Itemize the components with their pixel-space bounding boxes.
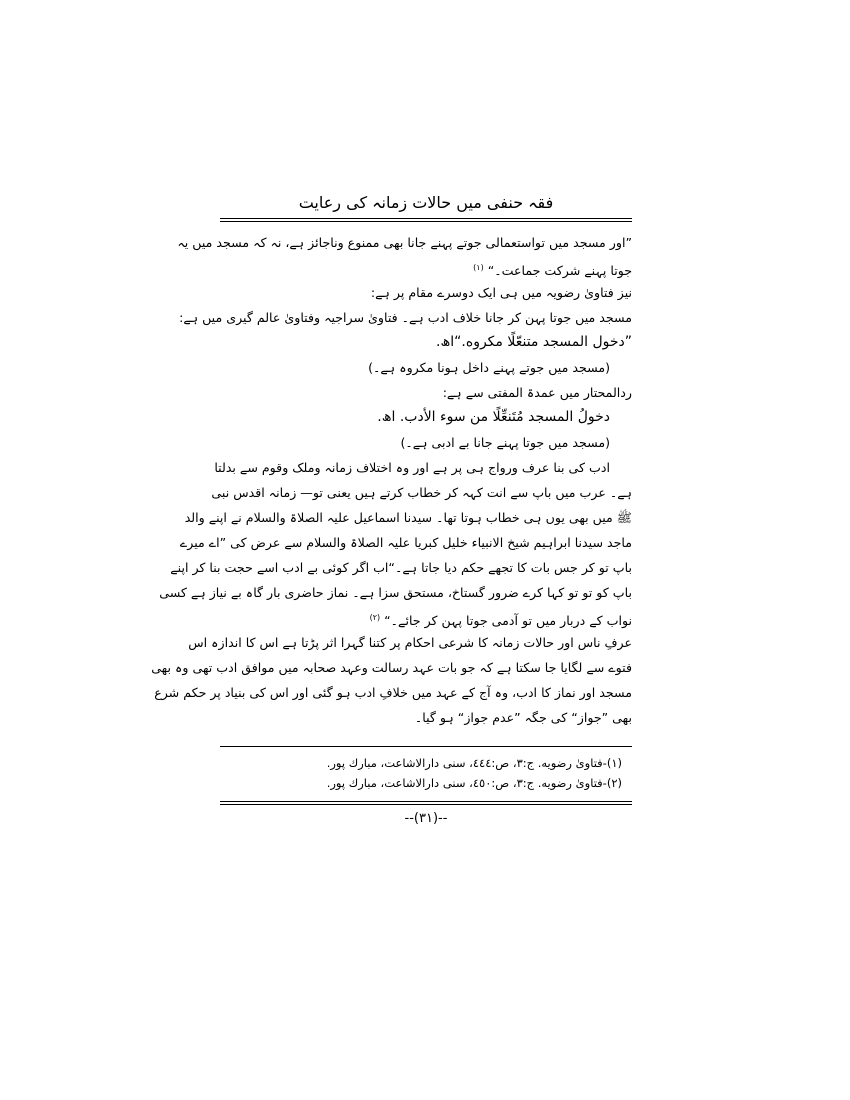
text-line-9: (مسجد میں جوتا پہنے جانا بے ادبی ہے۔) bbox=[400, 435, 610, 450]
footnote-2: (۲)-فتاویٰ رضويه. ج:۳، ص:٤٥٠، سنی دارالاشاعت، مبارك پور. bbox=[326, 776, 622, 790]
footnotes bbox=[220, 753, 632, 793]
text-line-3: نیز فتاویٰ رضویہ میں ہی ایک دوسرے مقام پر ہے: bbox=[370, 285, 632, 300]
text-line-16: نواب کے دربار میں تو آدمی جوتا پہن کر جائے۔“ $^{(۲)}$ bbox=[369, 613, 632, 629]
text-line-15: باپ کو تو تو کہا کرے ضرور گستاخ، مستحق سزا ہے۔ نماز حاضری بار گاہ بے نیاز ہے کسی bbox=[159, 585, 632, 600]
text-line-4: مسجد میں جوتا پہن کر جانا خلاف ادب ہے۔ فتاویٰ سراجیہ وفتاویٰ عالم گیری میں ہے: bbox=[179, 310, 632, 325]
text-line-18: فتوے سے لگایا جا سکتا ہے کہ جو بات عہد رسالت وعہد صحابہ میں موافق ادب تھی وہ بھی bbox=[151, 660, 632, 675]
footnote-ref-2: (۲) bbox=[369, 613, 381, 622]
text-line-7: ردالمحتار میں عمدۃ المفتی سے ہے: bbox=[442, 385, 632, 400]
arabic-quote-1: ”دخول المسجد متنعّلًا مكروه.“اھ. bbox=[436, 334, 632, 350]
text-line-6: (مسجد میں جوتے پہنے داخل ہونا مکروہ ہے۔) bbox=[368, 360, 610, 375]
footer-rule bbox=[220, 801, 632, 805]
footnote-rule bbox=[220, 746, 632, 747]
text-line-12: ﷺ میں بھی یوں ہی خطاب ہوتا تھا۔ سیدنا اسماعیل علیہ الصلاۃ والسلام نے اپنے والد bbox=[184, 510, 632, 525]
footnote-1: (۱)-فتاویٰ رضويه. ج:۳، ص:٤٤٤، سنی دارالاشاعت، مبارك پور. bbox=[326, 756, 622, 770]
text-line-2: جوتا پہنے شرکت جماعت۔“ $^{(۱)}$ bbox=[473, 263, 632, 279]
text-line-19: مسجد اور نماز کا ادب، وہ آج کے عہد میں خلافِ ادب ہو گئی اور اس کی بنیاد پر حکم شرع bbox=[154, 685, 632, 700]
page-body bbox=[151, 230, 632, 730]
text-line-13: ماجد سیدنا ابراہیم شیخ الانبیاء خلیل کبریا علیہ الصلاۃ والسلام سے عرض کی ”اے میرے bbox=[179, 535, 632, 550]
header-rule bbox=[220, 218, 632, 222]
text-line-14: باپ تو کر جس بات کا تجھے حکم دیا جاتا ہے۔“اب اگر کوئی بے ادب اسے حجت بنا کر اپنے bbox=[170, 560, 632, 575]
footnote-ref-1: (۱) bbox=[473, 263, 484, 272]
text-line-20: بھی ”جواز“ کی جگہ ”عدم جواز“ ہو گیا۔ bbox=[414, 710, 632, 725]
text-line-11: ہے۔ عرب میں باپ سے انت کہہ کر خطاب کرتے ہیں یعنی تو— زمانہ اقدس نبی bbox=[211, 485, 632, 500]
text-line-17: عرفِ ناس اور حالات زمانہ کا شرعی احکام پر کتنا گہرا اثر پڑتا ہے اس کا اندازہ اس bbox=[188, 635, 632, 650]
book-page bbox=[151, 188, 632, 831]
text-line-1: ”اور مسجد میں تواستعمالی جوتے پہنے جانا بھی ممنوع وناجائز ہے، نہ کہ مسجد میں یہ bbox=[177, 235, 632, 250]
page-title: فقہ حنفی میں حالات زمانہ کی رعایت bbox=[298, 193, 554, 212]
arabic-quote-2: دخولُ المسجد مُتَنعِّلًا من سوء الأدب. اھ. bbox=[377, 409, 610, 425]
page-number: --(۳۱)-- bbox=[404, 811, 448, 826]
text-line-10: ادب کی بنا عرف ورواج ہی پر ہے اور وہ اختلاف زمانہ وملک وقوم سے بدلتا bbox=[214, 460, 610, 475]
